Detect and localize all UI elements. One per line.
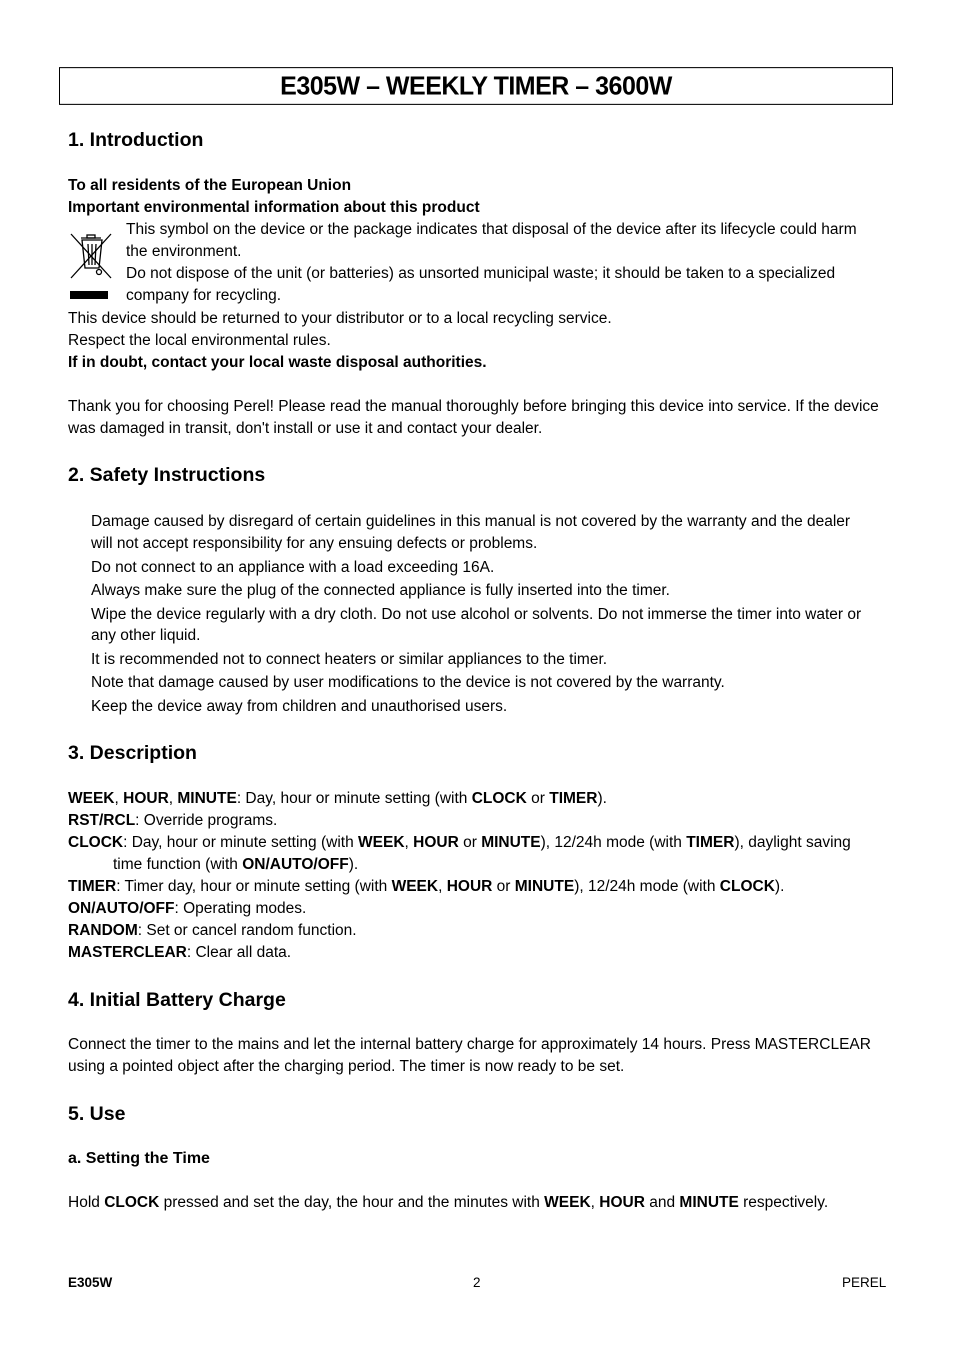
setting-time-text: Hold CLOCK pressed and set the day, the hour and the minutes with WEEK, HOUR and MINUTE respectively. [68, 1194, 829, 1211]
symbol-text-1a: This symbol on the device or the package indicates that disposal of the device after its lifecycle could harm [126, 221, 857, 238]
crossed-out-wheelie-bin-icon [68, 230, 114, 302]
thanks-text-b: was damaged in transit, don't install or use it and contact your dealer. [68, 420, 543, 437]
respect-rules-text: Respect the local environmental rules. [68, 332, 331, 349]
environment-info-line: Important environmental information about this product [68, 199, 480, 216]
document-title: E305W – WEEKLY TIMER – 3600W [59, 67, 893, 105]
description-line-random: RANDOM: Set or cancel random function. [68, 922, 357, 939]
safety-item-3: Always make sure the plug of the connected appliance is fully inserted into the timer. [91, 582, 670, 599]
symbol-text-2b: company for recycling. [126, 287, 282, 304]
section-heading-battery: 4. Initial Battery Charge [68, 989, 286, 1011]
safety-item-6: Note that damage caused by user modifications to the device is not covered by the warranty. [91, 674, 725, 691]
key-timer: TIMER [68, 878, 117, 895]
symbol-text-1b: the environment. [126, 243, 242, 260]
footer-brand: PEREL [842, 1275, 887, 1290]
safety-item-7: Keep the device away from children and unauthorised users. [91, 698, 508, 715]
key-on-auto-off: ON/AUTO/OFF [68, 900, 175, 917]
key-random: RANDOM [68, 922, 138, 939]
safety-item-4b: any other liquid. [91, 627, 201, 644]
battery-text-a: Connect the timer to the mains and let the internal battery charge for approximately 14 hours. Press MASTERCLEAR [68, 1036, 871, 1053]
key-clock: CLOCK [68, 834, 124, 851]
safety-item-1a: Damage caused by disregard of certain guidelines in this manual is not covered by the warranty and the dealer [91, 513, 851, 530]
key-week: WEEK [68, 790, 115, 807]
safety-item-2: Do not connect to an appliance with a load exceeding 16A. [91, 559, 495, 576]
section-heading-safety: 2. Safety Instructions [68, 464, 266, 486]
key-rst-rcl: RST/RCL [68, 812, 136, 829]
symbol-text-2a: Do not dispose of the unit (or batteries) as unsorted municipal waste; it should be taken to a specialized [126, 265, 836, 282]
safety-item-4a: Wipe the device regularly with a dry cloth. Do not use alcohol or solvents. Do not immerse the timer into water or [91, 606, 862, 623]
thanks-text-a: Thank you for choosing Perel! Please read the manual thoroughly before bringing this device into service. If the device [68, 398, 879, 415]
description-line-clock-cont: time function (with ON/AUTO/OFF). [113, 856, 359, 873]
description-line-clock: CLOCK: Day, hour or minute setting (with WEEK, HOUR or MINUTE), 12/24h mode (with TIMER), daylight saving [68, 834, 851, 851]
description-line-rst: RST/RCL: Override programs. [68, 812, 278, 829]
return-text: This device should be returned to your distributor or to a local recycling service. [68, 310, 612, 327]
section-heading-description: 3. Description [68, 742, 197, 764]
battery-text-b: using a pointed object after the charging period. The timer is now ready to be set. [68, 1058, 625, 1075]
key-minute: MINUTE [177, 790, 237, 807]
description-line-week: WEEK, HOUR, MINUTE: Day, hour or minute setting (with CLOCK or TIMER). [68, 790, 607, 807]
eu-residents-line: To all residents of the European Union [68, 177, 352, 194]
safety-item-1b: will not accept responsibility for any ensuing defects or problems. [91, 535, 538, 552]
footer-model: E305W [68, 1275, 113, 1290]
section-heading-use: 5. Use [68, 1103, 126, 1125]
safety-item-5: It is recommended not to connect heaters or similar appliances to the timer. [91, 651, 608, 668]
subsection-setting-time: a. Setting the Time [68, 1150, 210, 1167]
description-line-timer: TIMER: Timer day, hour or minute setting (with WEEK, HOUR or MINUTE), 12/24h mode (with CLOCK). [68, 878, 785, 895]
section-heading-introduction: 1. Introduction [68, 129, 204, 151]
doubt-contact-text: If in doubt, contact your local waste disposal authorities. [68, 354, 487, 371]
key-hour: HOUR [123, 790, 169, 807]
footer-page-number: 2 [473, 1275, 481, 1290]
description-line-onautooff: ON/AUTO/OFF: Operating modes. [68, 900, 307, 917]
description-line-masterclear: MASTERCLEAR: Clear all data. [68, 944, 292, 961]
key-masterclear: MASTERCLEAR [68, 944, 187, 961]
